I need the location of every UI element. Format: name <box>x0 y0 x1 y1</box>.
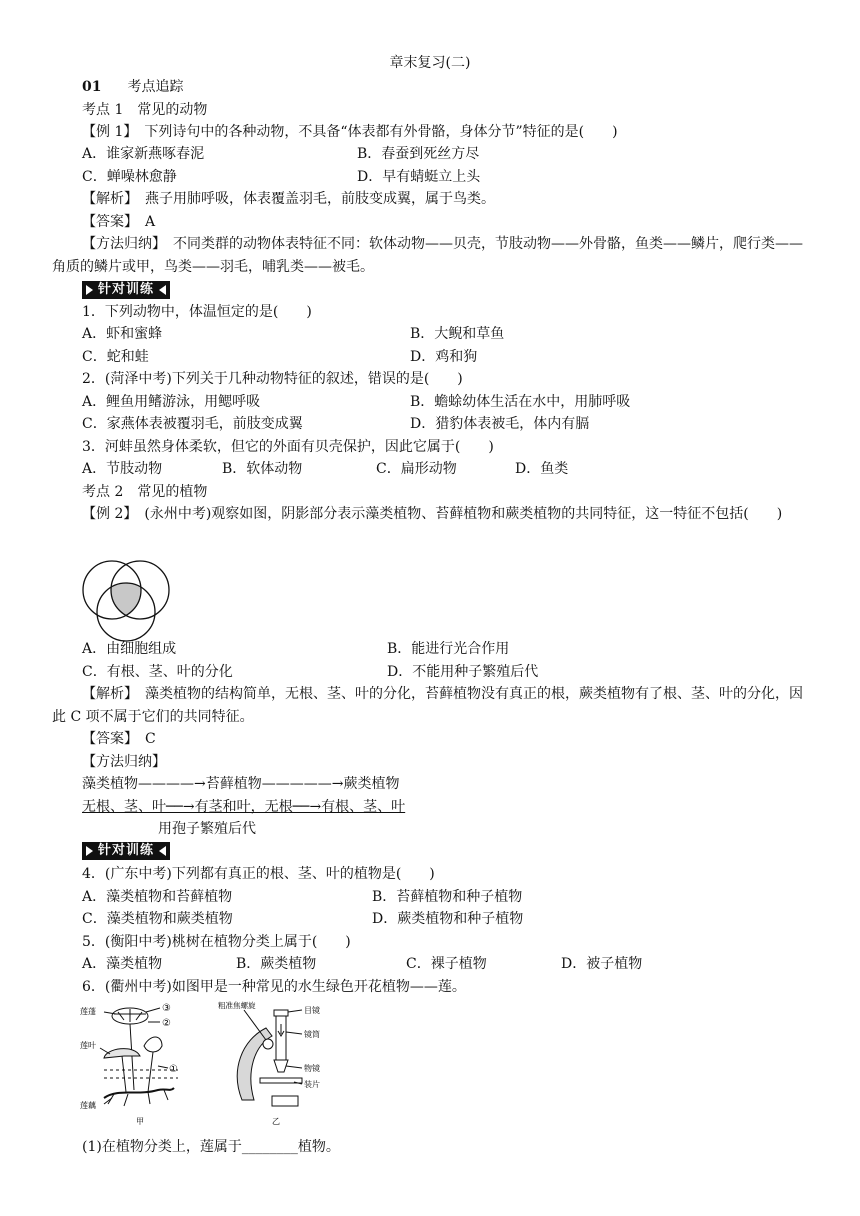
q4-option-b: B．苔藓植物和种子植物 <box>372 889 523 905</box>
q3-option-d: D．鱼类 <box>515 461 569 477</box>
label-tube: 镜筒 <box>304 1030 320 1039</box>
q2-option-b: B．蟾蜍幼体生活在水中，用肺呼吸 <box>410 394 631 410</box>
label-objective: 物镜 <box>304 1064 320 1073</box>
q2-option-d: D．猎豹体表被毛，体内有膈 <box>410 416 590 432</box>
label-marker-3: ③ <box>162 1003 171 1014</box>
method-flow-spores: 用孢子繁殖后代 <box>158 821 256 837</box>
section-label: 考点追踪 <box>127 79 184 95</box>
ex2-option-a: A．由细胞组成 <box>82 641 177 657</box>
ex1-answer: 【答案】 A <box>82 214 156 230</box>
q3-option-c: C．扁形动物 <box>376 461 457 477</box>
q4-option-d: D．蕨类植物和种子植物 <box>372 911 524 927</box>
ex1-analysis: 【解析】 燕子用肺呼吸，体表覆盖羽毛，前肢变成翼，属于鸟类。 <box>82 191 495 207</box>
venn-diagram <box>78 556 174 644</box>
q1-stem: 1．下列动物中，体温恒定的是( ) <box>82 304 312 320</box>
practice-banner-2: 针对训练 <box>82 842 170 860</box>
q5-option-a: A．藻类植物 <box>82 956 163 972</box>
ex1-option-b: B．春蚕到死丝方尽 <box>357 146 480 162</box>
figure-caption-a: 甲 <box>136 1117 144 1126</box>
lotus-figure <box>78 1000 208 1128</box>
method-flow-structures: 无根、茎、叶──→有茎和叶，无根──→有根、茎、叶 <box>82 799 406 815</box>
label-lotus-leaf: 莲叶 <box>80 1041 96 1050</box>
q6-sub1: (1)在植物分类上，莲属于________植物。 <box>82 1139 340 1155</box>
microscope-tube <box>276 1016 286 1060</box>
example-2: 【例 2】 (永州中考)观察如图，阴影部分表示藻类植物、苔藓植物和蕨类植物的共同特征，这一特征不包括( ) <box>82 506 783 522</box>
q5-stem: 5．(衡阳中考)桃树在植物分类上属于( ) <box>82 934 351 950</box>
microscope-objective <box>274 1060 288 1072</box>
kp1-heading: 考点 1 常见的动物 <box>82 102 208 118</box>
practice-banner: 针对训练 <box>82 281 170 299</box>
method-flow-plants: 藻类植物————→苔藓植物—————→蕨类植物 <box>82 776 400 792</box>
q2-option-c: C．家燕体表被覆羽毛，前肢变成翼 <box>82 416 303 432</box>
ex2-option-d: D．不能用种子繁殖后代 <box>387 664 539 680</box>
q3-option-a: A．节肢动物 <box>82 461 163 477</box>
microscope-figure <box>214 1000 344 1128</box>
q6-stem: 6．(衢州中考)如图甲是一种常见的水生绿色开花植物——莲。 <box>82 979 466 995</box>
q4-option-a: A．藻类植物和苔藓植物 <box>82 889 233 905</box>
coarse-focus-knob <box>263 1039 273 1049</box>
ex1-option-c: C．蝉噪林愈静 <box>82 169 177 185</box>
q4-option-c: C．藻类植物和蕨类植物 <box>82 911 233 927</box>
q5-option-b: B．蕨类植物 <box>236 956 317 972</box>
q1-option-a: A．虾和蜜蜂 <box>82 326 163 342</box>
q1-option-c: C．蛇和蛙 <box>82 349 149 365</box>
q4-stem: 4．(广东中考)下列都有真正的根、茎、叶的植物是( ) <box>82 866 435 882</box>
lotus-root-shape <box>104 1088 174 1098</box>
q2-stem: 2．(菏泽中考)下列关于几种动物特征的叙述，错误的是( ) <box>82 371 463 387</box>
label-coarse-knob: 粗准焦螺旋 <box>218 1001 256 1010</box>
ex1-method: 【方法归纳】 不同类群的动物体表特征不同：软体动物——贝壳，节肢动物——外骨骼，鱼类——鳞片，爬行类——角质的鳞片或甲，鸟类——羽毛，哺乳类——被毛。 <box>52 236 803 275</box>
figure-caption-b: 乙 <box>272 1117 280 1126</box>
q2-option-a: A．鲤鱼用鳍游泳，用鳃呼吸 <box>82 394 261 410</box>
example-1: 【例 1】 下列诗句中的各种动物，不具备“体表都有外骨骼，身体分节”特征的是( ) <box>82 124 618 140</box>
ex2-answer: 【答案】 C <box>82 731 156 747</box>
q1-option-b: B．大鲵和草鱼 <box>410 326 505 342</box>
lotus-flower <box>144 1037 162 1052</box>
section-heading <box>82 76 183 99</box>
label-lotus-seedpod: 莲蓬 <box>80 1007 96 1016</box>
section-number: 01 <box>82 79 102 95</box>
q1-option-d: D．鸡和狗 <box>410 349 478 365</box>
label-lotus-root: 莲藕 <box>80 1101 96 1110</box>
q5-option-d: D．被子植物 <box>561 956 643 972</box>
microscope-eyepiece <box>274 1010 288 1016</box>
label-marker-1: ① <box>169 1064 178 1075</box>
ex2-method: 【方法归纳】 <box>82 754 166 770</box>
label-eyepiece: 目镜 <box>304 1006 320 1015</box>
q5-option-c: C．裸子植物 <box>406 956 487 972</box>
page-title: 章末复习(二) <box>389 55 471 71</box>
q3-stem: 3．河蚌虽然身体柔软，但它的外面有贝壳保护，因此它属于( ) <box>82 439 494 455</box>
ex1-option-a: A．谁家新燕啄春泥 <box>82 146 205 162</box>
ex1-option-d: D．早有蜻蜓立上头 <box>357 169 481 185</box>
kp2-heading: 考点 2 常见的植物 <box>82 484 208 500</box>
microscope-base <box>272 1096 298 1106</box>
ex2-option-b: B．能进行光合作用 <box>387 641 510 657</box>
ex2-analysis: 【解析】 藻类植物的结构简单，无根、茎、叶的分化，苔藓植物没有真正的根，蕨类植物有了根、茎、叶的分化，因此 C 项不属于它们的共同特征。 <box>52 686 803 725</box>
q3-option-b: B．软体动物 <box>222 461 303 477</box>
label-slide: 装片 <box>304 1080 320 1089</box>
label-marker-2: ② <box>162 1018 171 1029</box>
ex2-option-c: C．有根、茎、叶的分化 <box>82 664 233 680</box>
